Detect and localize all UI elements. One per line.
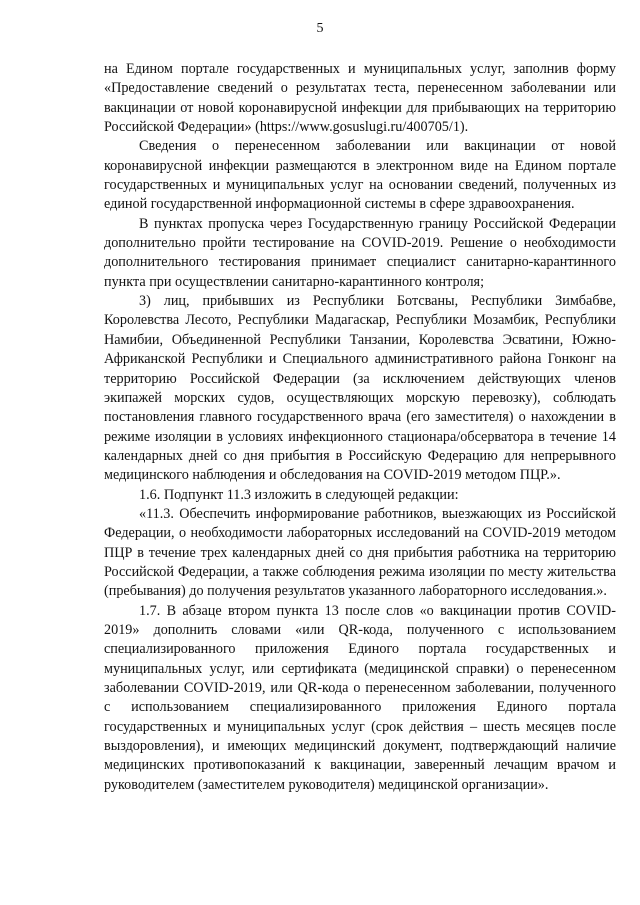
document-body xyxy=(104,60,616,795)
page-number: 5 xyxy=(316,21,324,36)
paragraph-5: 1.6. Подпункт 11.3 изложить в следующей редакции: xyxy=(139,486,459,503)
paragraph-6: «11.3. Обеспечить информирование работников, выезжающих из Российской Федерации, о необходимости лабораторных исследований на COVID-2019 методом ПЦР в течение трех календарных дней со дня прибытия работника на территорию Российской Федерации, а также соблюдения режима изоляции по месту жительства (пребывания) до получения результатов указанного лабораторного исследования.». xyxy=(104,505,616,600)
paragraph-7: 1.7. В абзаце втором пункта 13 после слов «о вакцинации против COVID-2019» дополнить словами «или QR-кода, полученного с использованием специализированного приложения Единого портала государственных и муниципальных услуг, или сертификата (медицинской справки) о перенесенном заболевании COVID-2019, или QR-кода о перенесенном заболевании, полученного с использованием специализированного приложения Единого портала государственных и муниципальных услуг (срок действия – шесть месяцев после выздоровления), и имеющих медицинский документ, подтверждающий наличие медицинских противопоказаний к вакцинации, заверенный лечащим врачом и руководителем (заместителем руководителя) медицинской организации». xyxy=(104,602,616,793)
paragraph-4: 3) лиц, прибывших из Республики Ботсваны, Республики Зимбабве, Королевства Лесото, Республики Мадагаскар, Республики Мозамбик, Республики Намибии, Объединенной Республики Танзании, Королевства Эсватини, Южно-Африканской Республики и Специального административного района Гонконг на территорию Российской Федерации (за исключением действующих членов экипажей морских судов, осуществляющих морскую перевозку), соблюдать постановления главного государственного врача (его заместителя) о нахождении в режиме изоляции в условиях инфекционного стационара/обсерватора в течение 14 календарных дней со дня прибытия в Российскую Федерацию для непрерывного медицинского наблюдения и обследования на COVID-2019 методом ПЦР.». xyxy=(104,293,616,484)
paragraph-2: Сведения о перенесенном заболевании или вакцинации от новой коронавирусной инфекции размещаются в электронном виде на Едином портале государственных и муниципальных услуг на основании сведений, полученных из единой государственной информационной системы в сфере здравоохранения. xyxy=(104,138,616,213)
paragraph-3: В пунктах пропуска через Государственную границу Российской Федерации дополнительно пройти тестирование на COVID-2019. Решение о необходимости дополнительного тестирования принимает специалист санитарно-карантинного пункта при осуществлении санитарно-карантинного контроля; xyxy=(104,215,616,290)
paragraph-1: на Едином портале государственных и муниципальных услуг, заполнив форму «Предоставление сведений о результатах теста, перенесенном заболевании или вакцинации от новой коронавирусной инфекции для прибывающих на территорию Российской Федерации» (https://www.gosuslugi.ru/400705/1). xyxy=(104,61,616,136)
